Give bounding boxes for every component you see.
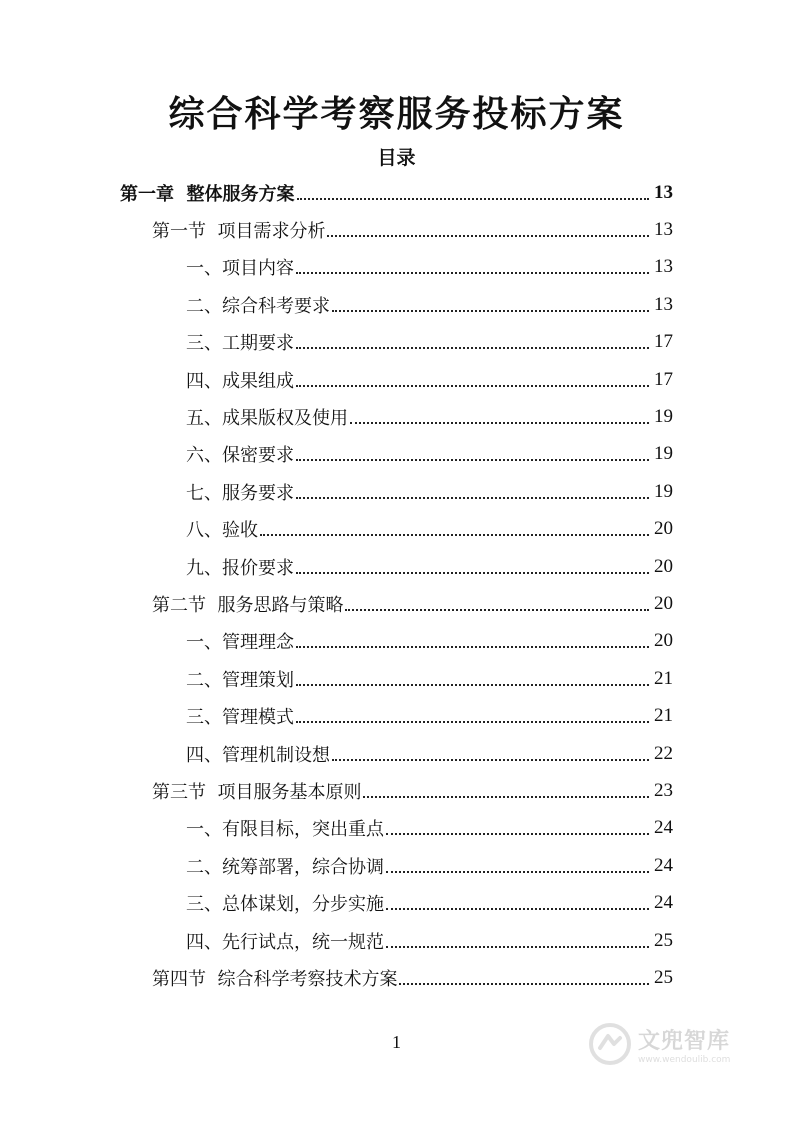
toc-entry-page: 23 <box>654 779 673 801</box>
watermark-text: 文兜智库 <box>638 1028 731 1054</box>
toc-entry[interactable] <box>186 810 673 847</box>
toc-entry[interactable] <box>186 698 673 735</box>
toc-entry-page: 22 <box>654 742 673 764</box>
toc-entry-label: 报价要求 <box>222 557 294 579</box>
toc-entry-number: 四、 <box>186 370 222 392</box>
toc-entry-number: 第一节 <box>152 220 218 242</box>
toc-entry-number: 二、 <box>186 295 222 317</box>
toc-entry-page: 24 <box>654 817 673 839</box>
toc-entry-label: 管理机制设想 <box>222 744 330 766</box>
toc-heading: 目录 <box>377 147 416 169</box>
toc-entry[interactable] <box>186 436 673 473</box>
toc-entry-label: 总体谋划，分步实施 <box>222 894 384 916</box>
toc-entry-page: 21 <box>654 705 673 727</box>
toc-entry[interactable] <box>186 847 673 884</box>
toc-entry-number: 第二节 <box>152 594 218 616</box>
toc-entry-page: 19 <box>654 443 673 465</box>
toc-dot-leader <box>296 684 649 686</box>
toc-entry-page: 17 <box>654 331 673 353</box>
toc-entry[interactable] <box>152 585 673 622</box>
toc-entry-page: 25 <box>654 929 673 951</box>
toc-entry-number: 第一章 <box>120 183 187 205</box>
toc-entry[interactable] <box>120 174 673 211</box>
toc-entry[interactable] <box>152 211 673 248</box>
toc-dot-leader <box>296 459 649 461</box>
toc-entry-number: 四、 <box>186 931 222 953</box>
toc-entry-number: 第四节 <box>152 968 218 990</box>
toc-entry-number: 四、 <box>186 744 222 766</box>
toc-entry[interactable] <box>186 548 673 585</box>
toc-entry[interactable] <box>186 623 673 660</box>
toc-entry-label: 保密要求 <box>222 445 294 467</box>
toc-dot-leader <box>296 497 649 499</box>
toc-entry-page: 20 <box>654 630 673 652</box>
toc-entry-number: 八、 <box>186 520 222 542</box>
toc-entry-label: 项目需求分析 <box>217 220 326 242</box>
toc-entry-page: 13 <box>654 218 673 240</box>
toc-dot-leader <box>296 721 649 723</box>
toc-dot-leader <box>350 422 649 424</box>
toc-entry-label: 验收 <box>222 520 258 542</box>
toc-entry-number: 二、 <box>186 669 222 691</box>
toc-entry[interactable] <box>186 324 673 361</box>
watermark-logo-icon <box>588 1022 632 1066</box>
toc-entry-page: 17 <box>654 368 673 390</box>
toc-dot-leader <box>297 198 649 200</box>
toc-entry-page: 25 <box>654 966 673 988</box>
toc-entry-number: 一、 <box>186 819 222 841</box>
toc-entry-number: 五、 <box>186 407 222 429</box>
page-number: 1 <box>392 1032 401 1052</box>
toc-entry-number: 三、 <box>186 333 222 355</box>
toc-entry-page: 13 <box>654 293 673 315</box>
toc-entry-page: 24 <box>654 892 673 914</box>
toc-entry-page: 20 <box>654 592 673 614</box>
toc-entry[interactable] <box>186 735 673 772</box>
toc-entry-number: 一、 <box>186 632 222 654</box>
toc-entry[interactable] <box>186 511 673 548</box>
toc-dot-leader <box>332 310 649 312</box>
toc-entry[interactable] <box>186 660 673 697</box>
toc-dot-leader <box>260 534 649 536</box>
toc-dot-leader <box>332 759 649 761</box>
toc-entry-page: 20 <box>654 555 673 577</box>
watermark-url: www.wendoulib.com <box>638 1054 731 1065</box>
toc-entry-label: 项目内容 <box>222 258 294 280</box>
toc-entry-label: 统筹部署，综合协调 <box>222 856 384 878</box>
toc-entry-label: 管理模式 <box>222 707 294 729</box>
toc-entry-number: 一、 <box>186 258 222 280</box>
toc-entry-number: 七、 <box>186 482 222 504</box>
toc-entry[interactable] <box>152 772 673 809</box>
watermark <box>588 1016 758 1072</box>
toc-dot-leader <box>296 646 649 648</box>
toc-entry-number: 六、 <box>186 445 222 467</box>
toc-entry-number: 三、 <box>186 894 222 916</box>
toc-entry-page: 19 <box>654 480 673 502</box>
toc-dot-leader <box>296 272 649 274</box>
toc-entry-label: 管理理念 <box>222 632 294 654</box>
toc-entry-label: 综合科考要求 <box>222 295 330 317</box>
toc-entry[interactable] <box>152 959 673 996</box>
toc-entry-label: 管理策划 <box>222 669 294 691</box>
toc-entry-label: 有限目标，突出重点 <box>222 819 384 841</box>
toc-dot-leader <box>386 946 649 948</box>
toc-entry-number: 三、 <box>186 707 222 729</box>
toc-dot-leader <box>399 983 649 985</box>
toc-dot-leader <box>327 235 649 237</box>
toc-dot-leader <box>363 796 649 798</box>
toc-entry-number: 二、 <box>186 856 222 878</box>
toc-dot-leader <box>386 871 649 873</box>
toc-entry-label: 项目服务基本原则 <box>217 781 362 803</box>
toc-entry-number: 第三节 <box>152 781 218 803</box>
toc-entry[interactable] <box>186 885 673 922</box>
toc-entry-label: 整体服务方案 <box>186 183 295 205</box>
toc-entry-page: 21 <box>654 667 673 689</box>
toc-entry[interactable] <box>186 286 673 323</box>
toc-entry-label: 先行试点，统一规范 <box>222 931 384 953</box>
toc-entry-page: 13 <box>654 181 673 203</box>
toc-entry[interactable] <box>186 398 673 435</box>
toc-entry-label: 综合科学考察技术方案 <box>217 968 398 990</box>
toc-entry-page: 13 <box>654 256 673 278</box>
toc-entry-page: 19 <box>654 405 673 427</box>
toc-entry-page: 24 <box>654 854 673 876</box>
toc-entry[interactable] <box>186 361 673 398</box>
toc-entry[interactable] <box>186 249 673 286</box>
toc-dot-leader <box>296 385 649 387</box>
toc-entry-label: 服务要求 <box>222 482 294 504</box>
toc-entry[interactable] <box>186 922 673 959</box>
toc-dot-leader <box>345 609 649 611</box>
toc-entry[interactable] <box>186 473 673 510</box>
toc-entry-label: 服务思路与策略 <box>217 594 344 616</box>
toc-entry-page: 20 <box>654 518 673 540</box>
toc-dot-leader <box>386 833 649 835</box>
toc-dot-leader <box>386 908 649 910</box>
toc-entry-label: 成果版权及使用 <box>222 407 348 429</box>
toc-dot-leader <box>296 347 649 349</box>
toc-entry-label: 成果组成 <box>222 370 294 392</box>
toc-entry-label: 工期要求 <box>222 333 294 355</box>
toc-dot-leader <box>296 572 649 574</box>
toc-entry-number: 九、 <box>186 557 222 579</box>
document-title: 综合科学考察服务投标方案 <box>168 93 625 135</box>
